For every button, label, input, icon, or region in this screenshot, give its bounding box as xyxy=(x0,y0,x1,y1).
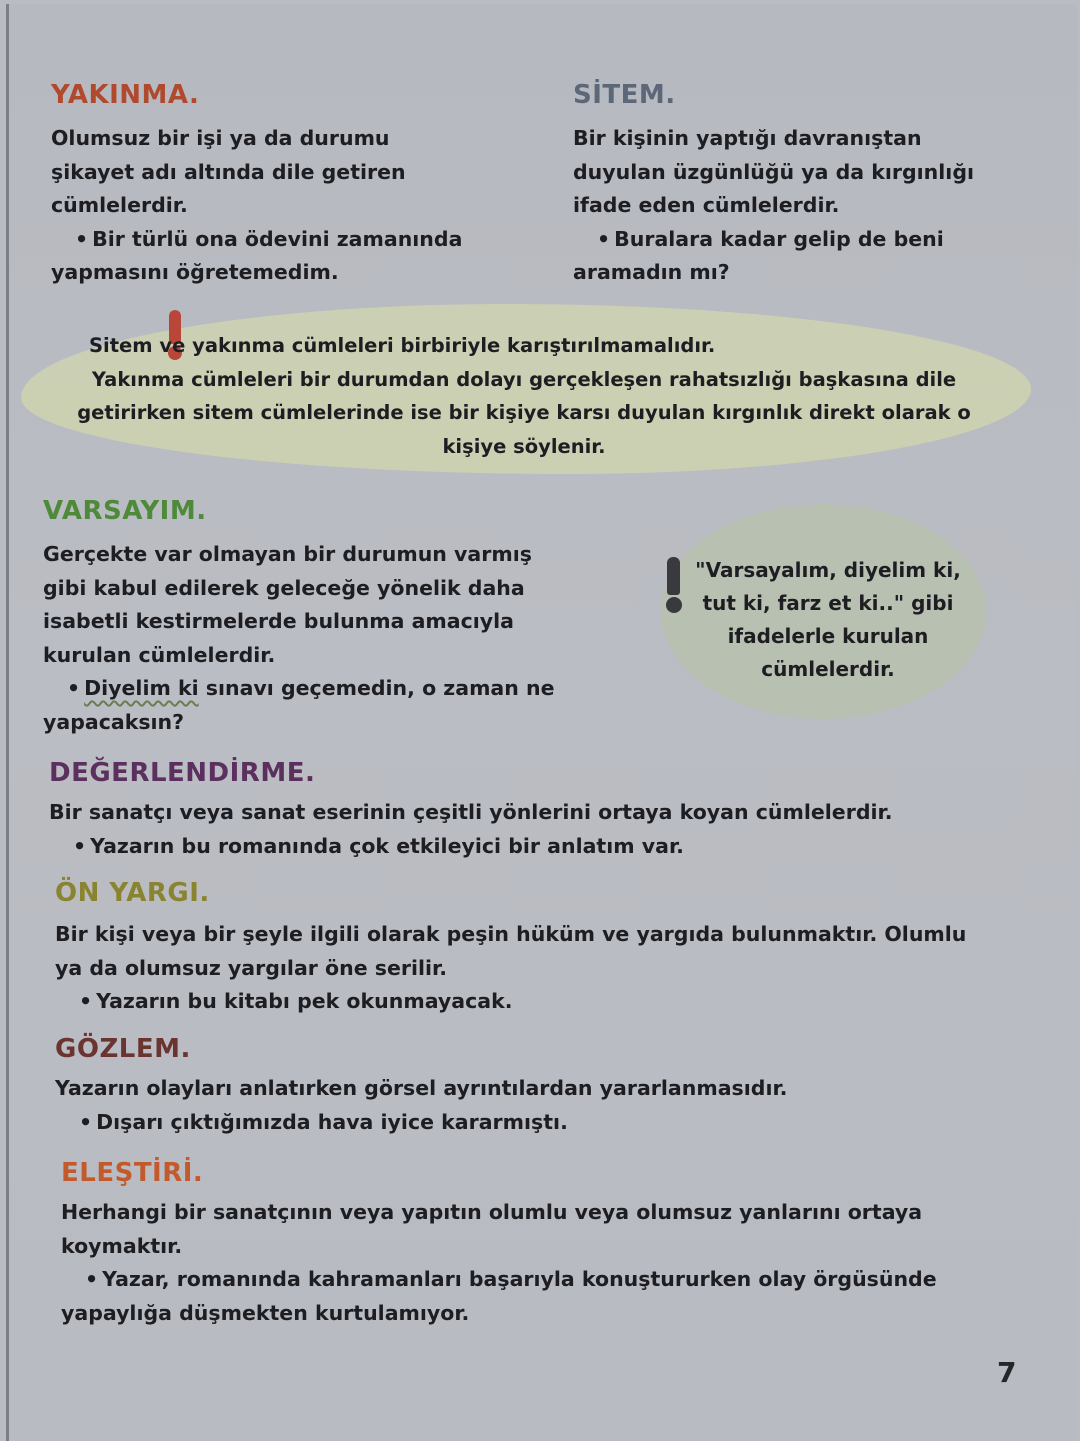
section-definition xyxy=(51,122,551,290)
text-line: Bir sanatçı veya sanat eserinin çeşitli yönlerini ortaya koyan cümlelerdir. xyxy=(49,800,893,824)
example-line: • Yazar, romanında kahramanları başarıyla konuştururken olay örgüsünde xyxy=(61,1263,1051,1297)
section-title: ELEŞTİRİ. xyxy=(61,1158,204,1188)
example-line: yapaylığa düşmekten kurtulamıyor. xyxy=(61,1300,470,1325)
section-definition xyxy=(43,538,603,739)
section-title: VARSAYIM. xyxy=(43,496,207,526)
section-definition xyxy=(55,918,1045,1019)
note-line: "Varsayalım, diyelim ki, xyxy=(695,558,961,582)
section-varsayim xyxy=(43,496,603,739)
example-line: • Yazarın bu kitabı pek okunmayacak. xyxy=(55,985,1045,1019)
section-title: DEĞERLENDİRME. xyxy=(49,758,316,788)
notebook-page xyxy=(6,4,1077,1441)
example-line: • Bir türlü ona ödevini zamanında xyxy=(51,223,551,257)
section-definition xyxy=(573,122,1053,290)
text-line: Gerçekte var olmayan bir durumun varmış xyxy=(43,542,532,566)
text-line: duyulan üzgünlüğü ya da kırgınlığı xyxy=(573,159,975,184)
section-gozlem xyxy=(55,1034,955,1139)
text-line: Herhangi bir sanatçının veya yapıtın olumlu veya olumsuz yanlarını ortaya xyxy=(61,1200,923,1224)
example-line xyxy=(43,672,603,706)
text-line: ya da olumsuz yargılar öne serilir. xyxy=(55,955,448,980)
text-line: kurulan cümlelerdir. xyxy=(43,642,276,667)
section-definition xyxy=(49,796,1029,863)
note-line: getirirken sitem cümlelerinde ise bir kişiye karsı duyulan kırgınlık direkt olarak o xyxy=(77,401,971,424)
note-line: tut ki, farz et ki.." gibi xyxy=(702,591,954,615)
text-line: ifade eden cümlelerdir. xyxy=(573,193,840,217)
text-line: Yazarın olayları anlatırken görsel ayrıntılardan yararlanmasıdır. xyxy=(55,1076,788,1100)
text-line: Olumsuz bir işi ya da durumu xyxy=(51,126,390,150)
example-line: yapacaksın? xyxy=(43,709,185,734)
section-degerlendirme xyxy=(49,758,1029,863)
note-line: cümlelerdir. xyxy=(761,657,895,681)
text-line: Bir kişi veya bir şeyle ilgili olarak peşin hüküm ve yargıda bulunmaktır. Olumlu xyxy=(55,922,967,946)
text-line: isabetli kestirmelerde bulunma amacıyla xyxy=(43,609,515,633)
text-line: koymaktır. xyxy=(61,1233,183,1258)
text-line: cümlelerdir. xyxy=(51,193,188,217)
text-line: Bir kişinin yaptığı davranıştan xyxy=(573,126,922,150)
example-line: yapmasını öğretemedim. xyxy=(51,260,339,284)
example-line: aramadın mı? xyxy=(573,260,730,284)
example-text: sınavı geçemedin, o zaman ne xyxy=(198,676,555,700)
underlined-phrase: Diyelim ki xyxy=(84,676,199,700)
section-yakinma xyxy=(51,80,551,290)
section-title: YAKINMA. xyxy=(51,80,200,110)
section-title: GÖZLEM. xyxy=(55,1034,191,1064)
section-on-yargi xyxy=(55,878,1045,1019)
section-elestiri xyxy=(61,1158,1051,1330)
text-line: gibi kabul edilerek geleceğe yönelik daha xyxy=(43,575,525,600)
note-line: kişiye söylenir. xyxy=(442,434,606,458)
note-varsayim xyxy=(683,554,973,686)
section-sitem xyxy=(573,80,1053,290)
page-number: 7 xyxy=(997,1356,1017,1389)
text-line: şikayet adı altında dile getiren xyxy=(51,159,406,184)
note-sitem-yakinma xyxy=(29,329,1019,463)
section-title: SİTEM. xyxy=(573,80,676,110)
note-line: ifadelerle kurulan xyxy=(727,624,929,648)
example-line: • Dışarı çıktığımızda hava iyice kararmıştı. xyxy=(55,1106,955,1140)
example-line: • Yazarın bu romanında çok etkileyici bir anlatım var. xyxy=(49,830,1029,864)
example-line: • Buralara kadar gelip de beni xyxy=(573,223,1053,257)
section-definition xyxy=(61,1196,1051,1330)
note-line: Sitem ve yakınma cümleleri birbiriyle karıştırılmamalıdır. xyxy=(89,334,716,357)
note-line: Yakınma cümleleri bir durumdan dolayı gerçekleşen rahatsızlığı başkasına dile xyxy=(91,367,957,391)
section-title: ÖN YARGI. xyxy=(55,878,210,908)
section-definition xyxy=(55,1072,955,1139)
